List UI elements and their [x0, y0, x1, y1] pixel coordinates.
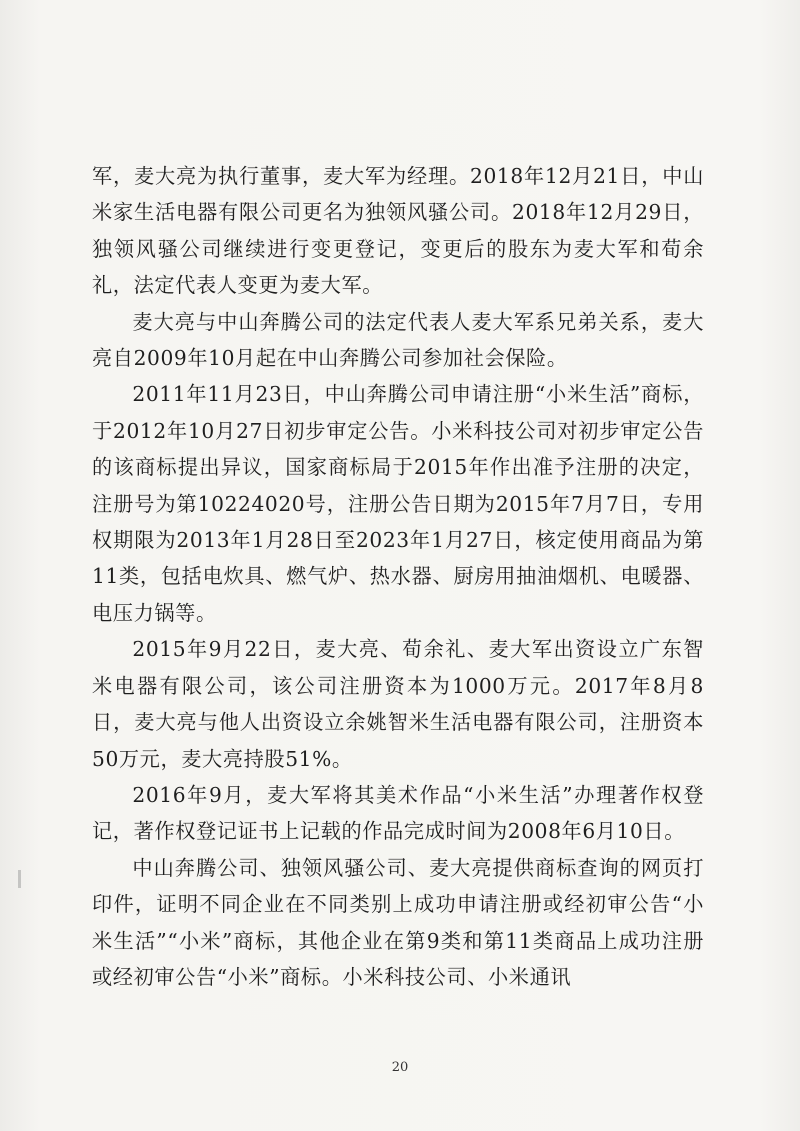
page-number: 20 — [391, 1060, 409, 1075]
paragraph-1: 军，麦大亮为执行董事，麦大军为经理。2018年12月21日，中山米家生活电器有限公司更名为独领风骚公司。2018年12月29日，独领风骚公司继续进行变更登记，变更后的股东为麦大军和荀余礼，法定代表人变更为麦大军。 — [92, 164, 704, 298]
paragraph-3: 2011年11月23日，中山奔腾公司申请注册“小米生活”商标，于2012年10月27日初步审定公告。小米科技公司对初步审定公告的该商标提出异议，国家商标局于2015年作出准予注册的决定，注册号为第10224020号，注册公告日期为2015年7月7日，专用权期限为2013年1月28日至2023年1月27日，核定使用商品为第11类，包括电炊具、燃气炉、热水器、厨房用抽油烟机、电暖器、电压力锅等。 — [92, 382, 704, 625]
paragraph-5: 2016年9月，麦大军将其美术作品“小米生活”办理著作权登记，著作权登记证书上记载的作品完成时间为2008年6月10日。 — [92, 782, 704, 844]
paragraph-2: 麦大亮与中山奔腾公司的法定代表人麦大军系兄弟关系，麦大亮自2009年10月起在中山奔腾公司参加社会保险。 — [92, 309, 704, 371]
paragraph-4: 2015年9月22日，麦大亮、荀余礼、麦大军出资设立广东智米电器有限公司，该公司注册资本为1000万元。2017年8月8日，麦大亮与他人出资设立余姚智米生活电器有限公司，注册资本50万元，麦大亮持股51%。 — [92, 637, 704, 771]
scan-artifact — [18, 870, 21, 888]
paragraph-6: 中山奔腾公司、独领风骚公司、麦大亮提供商标查询的网页打印件，证明不同企业在不同类别上成功申请注册或经初审公告“小米生活”“小米”商标，其他企业在第9类和第11类商品上成功注册或经初审公告“小米”商标。小米科技公司、小米通讯 — [92, 855, 704, 989]
document-body — [92, 158, 704, 995]
